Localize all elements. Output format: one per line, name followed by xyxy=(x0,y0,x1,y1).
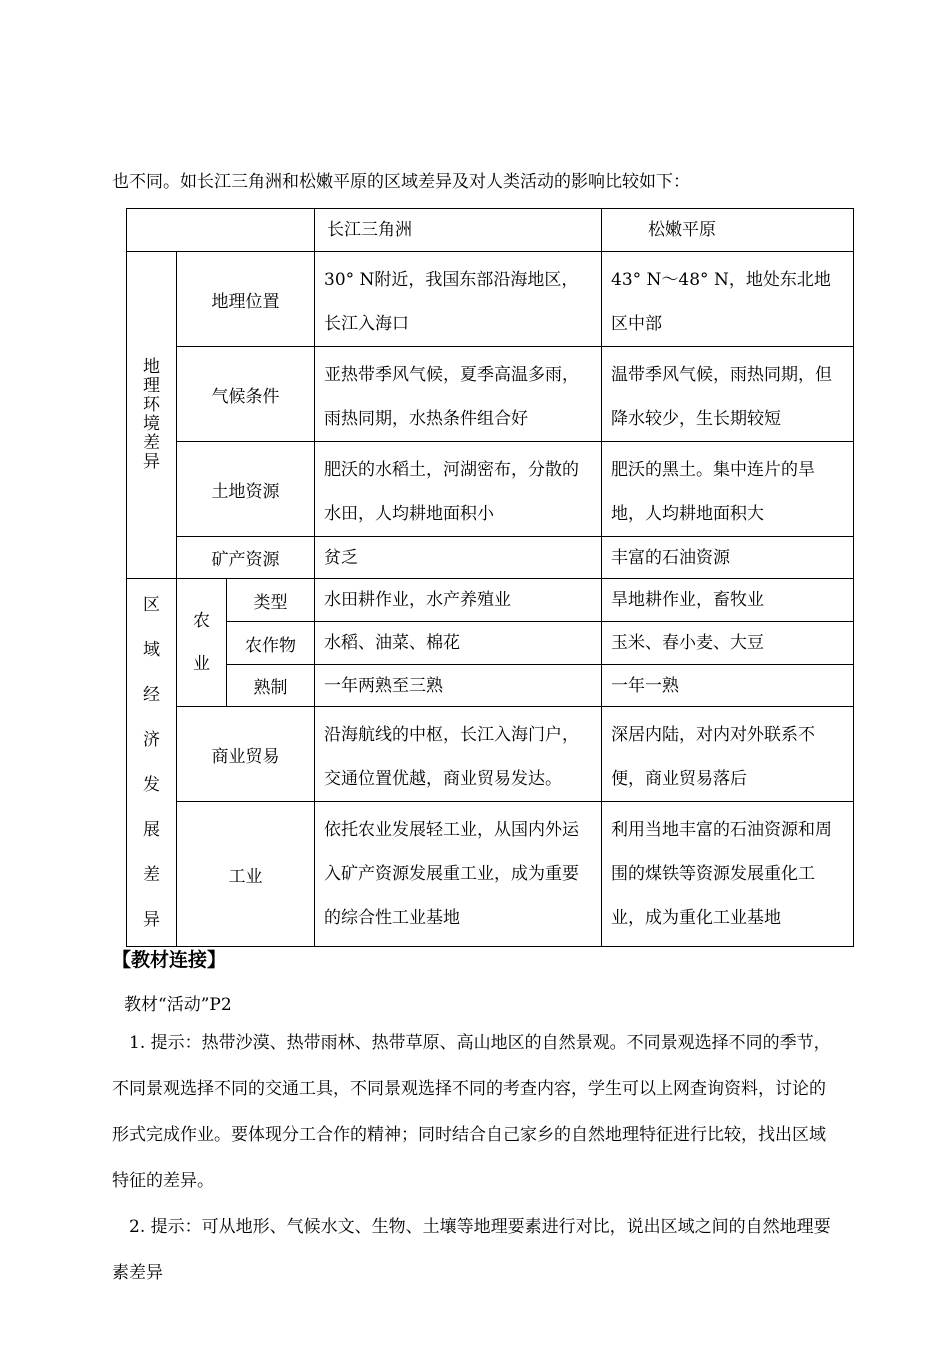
group-label-environment: 地 理 环 境 差 异 xyxy=(127,252,177,579)
cell-songnen-land: 肥沃的黑土。集中连片的旱地，人均耕地面积大 xyxy=(602,442,854,537)
cell-yangtze-climate: 亚热带季风气候，夏季高温多雨，雨热同期，水热条件组合好 xyxy=(315,347,602,442)
cell-songnen-type: 旱地耕作业，畜牧业 xyxy=(602,579,854,622)
comparison-table xyxy=(126,208,854,947)
row-label-industry: 工业 xyxy=(177,802,315,947)
table-row xyxy=(127,665,854,707)
header-yangtze: 长江三角洲 xyxy=(315,209,602,252)
cell-songnen-climate: 温带季风气候，雨热同期，但降水较少，生长期较短 xyxy=(602,347,854,442)
row-label-minerals: 矿产资源 xyxy=(177,537,315,579)
row-label-climate: 气候条件 xyxy=(177,347,315,442)
section-title: 【教材连接】 xyxy=(112,949,227,971)
row-label-type: 类型 xyxy=(227,579,315,622)
cell-yangtze-land: 肥沃的水稻土，河湖密布，分散的水田，人均耕地面积小 xyxy=(315,442,602,537)
table-row xyxy=(127,707,854,802)
cell-songnen-minerals: 丰富的石油资源 xyxy=(602,537,854,579)
row-label-land: 土地资源 xyxy=(177,442,315,537)
table-header-row xyxy=(127,209,854,252)
group-label-economy: 区 域 经 济 发 展 差 异 xyxy=(127,579,177,947)
intro-text: 也不同。如长江三角洲和松嫩平原的区域差异及对人类活动的影响比较如下： xyxy=(112,172,690,192)
row-label-location: 地理位置 xyxy=(177,252,315,347)
header-empty-cell xyxy=(127,209,315,252)
cell-yangtze-type: 水田耕作业，水产养殖业 xyxy=(315,579,602,622)
cell-songnen-commerce: 深居内陆，对内对外联系不便，商业贸易落后 xyxy=(602,707,854,802)
cell-yangtze-minerals: 贫乏 xyxy=(315,537,602,579)
header-songnen: 松嫩平原 xyxy=(602,209,854,252)
cell-yangtze-commerce: 沿海航线的中枢，长江入海门户，交通位置优越，商业贸易发达。 xyxy=(315,707,602,802)
cell-songnen-cropping: 一年一熟 xyxy=(602,665,854,707)
table-row xyxy=(127,579,854,622)
cell-songnen-industry: 利用当地丰富的石油资源和周围的煤铁等资源发展重化工业，成为重化工业基地 xyxy=(602,802,854,947)
cell-songnen-location: 43° N～48° N，地处东北地区中部 xyxy=(602,252,854,347)
cell-yangtze-location: 30° N附近，我国东部沿海地区，长江入海口 xyxy=(315,252,602,347)
table-row xyxy=(127,802,854,947)
row-label-crops: 农作物 xyxy=(227,622,315,665)
sub-title: 教材“活动”P2 xyxy=(124,995,232,1015)
row-label-cropping: 熟制 xyxy=(227,665,315,707)
paragraph-1: 1. 提示：热带沙漠、热带雨林、热带草原、高山地区的自然景观。不同景观选择不同的季节，不同景观选择不同的交通工具，不同景观选择不同的考查内容，学生可以上网查询资料，讨论的形式完成作业。要体现分工合作的精神；同时结合自己家乡的自然地理特征进行比较，找出区域特征的差异。 xyxy=(112,1033,831,1191)
cell-yangtze-industry: 依托农业发展轻工业，从国内外运入矿产资源发展重工业，成为重要的综合性工业基地 xyxy=(315,802,602,947)
cell-yangtze-crops: 水稻、油菜、棉花 xyxy=(315,622,602,665)
table-row xyxy=(127,347,854,442)
cell-yangtze-cropping: 一年两熟至三熟 xyxy=(315,665,602,707)
table-row xyxy=(127,622,854,665)
table-row xyxy=(127,252,854,347)
row-label-commerce: 商业贸易 xyxy=(177,707,315,802)
table-row xyxy=(127,537,854,579)
cell-songnen-crops: 玉米、春小麦、大豆 xyxy=(602,622,854,665)
paragraph-2: 2. 提示：可从地形、气候水文、生物、土壤等地理要素进行对比，说出区域之间的自然地理要素差异 xyxy=(112,1217,831,1283)
agri-label: 农 业 xyxy=(177,579,227,707)
table-row xyxy=(127,442,854,537)
